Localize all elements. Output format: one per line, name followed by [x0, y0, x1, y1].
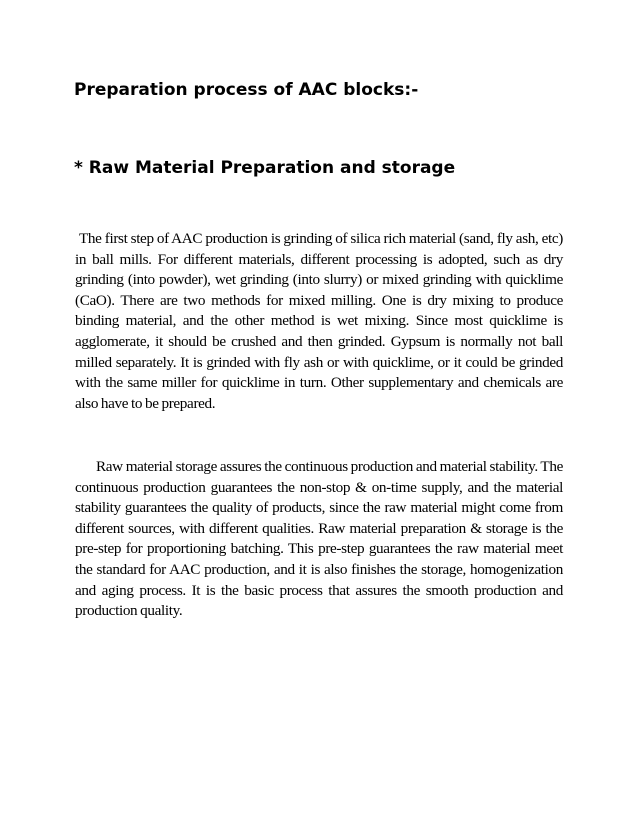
paragraph-grinding: The first step of AAC production is grinding of silica rich material (sand, fly ash, etc) in ball mills. For different materials, different processing is adopted, such as dry grinding (into powder), wet grinding (into slurry) or mixed grinding with quicklime (CaO). There are two methods for mixed milling. One is dry mixing to produce binding material, and the other method is wet mixing. Since most quicklime is agglomerate, it should be crushed and then grinded. Gypsum is normally not ball milled separately. It is grinded with fly ash or with quicklime, or it could be grinded with the same miller for quicklime in turn. Other supplementary and chemicals are also have to be prepared. — [75, 230, 563, 412]
document-title: Preparation process of AAC blocks:- — [74, 80, 419, 100]
section-heading: * Raw Material Preparation and storage — [74, 158, 456, 178]
paragraph-storage: Raw material storage assures the continuous production and material stability. The continuous production guarantees the non-stop & on-time supply, and the material stability guarantees the quality of products, since the raw material might come from different sources, with different qualities. Raw material preparation & storage is the pre-step for proportioning batching. This pre-step guarantees the raw material meet the standard for AAC production, and it is also finishes the storage, homogenization and aging process. It is the basic process that assures the smooth production and production quality. — [75, 458, 563, 620]
